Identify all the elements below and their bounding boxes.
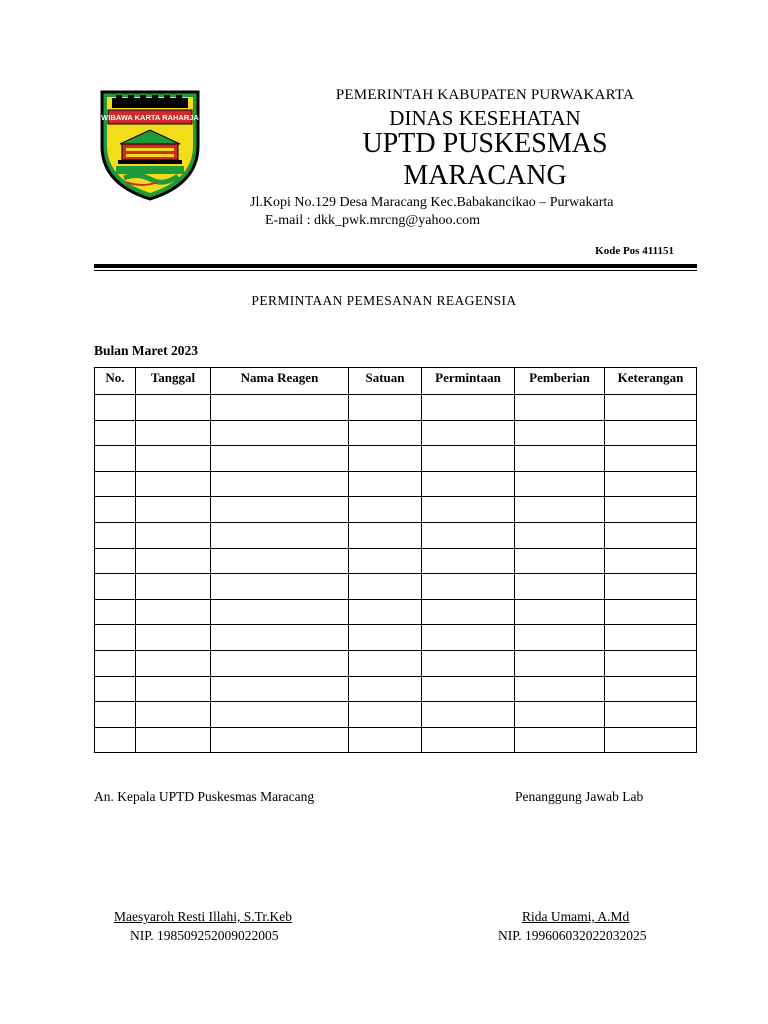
table-row [95,446,697,472]
table-cell [136,446,211,472]
header-divider-thin [94,270,697,271]
table-cell [605,420,697,446]
table-cell [605,522,697,548]
table-cell [136,676,211,702]
table-cell [136,497,211,523]
reagent-request-table [94,367,697,753]
table-cell [95,727,136,753]
table-cell [211,420,349,446]
table-cell [605,727,697,753]
table-cell [349,650,422,676]
table-cell [136,548,211,574]
table-cell [605,548,697,574]
table-cell [211,522,349,548]
table-cell [422,548,515,574]
table-cell [515,446,605,472]
institution-name-line1: UPTD PUSKESMAS [362,128,608,159]
column-header-nama-reagen: Nama Reagen [211,368,349,395]
table-cell [422,650,515,676]
table-cell [605,446,697,472]
email: E-mail : dkk_pwk.mrcng@yahoo.com [265,213,481,228]
table-cell [95,471,136,497]
table-cell [515,625,605,651]
table-cell [605,574,697,600]
table-cell [605,676,697,702]
table-cell [349,471,422,497]
table-cell [515,702,605,728]
table-cell [211,650,349,676]
column-header-satuan: Satuan [349,368,422,395]
table-cell [211,574,349,600]
table-cell [136,574,211,600]
table-cell [95,548,136,574]
table-cell [211,548,349,574]
table-cell [211,625,349,651]
institution-name-line2: MARACANG [403,160,567,191]
table-cell [136,599,211,625]
table-cell [605,625,697,651]
table-row [95,574,697,600]
table-cell [349,497,422,523]
purwakarta-emblem-logo [98,86,202,202]
address: Jl.Kopi No.129 Desa Maracang Kec.Babakancikao – Purwakarta [250,195,614,210]
table-header-row [95,368,697,395]
table-cell [211,446,349,472]
table-cell [515,676,605,702]
table-body [95,395,697,753]
table-cell [605,395,697,421]
table-row [95,625,697,651]
table-cell [422,395,515,421]
table-cell [95,522,136,548]
table-cell [515,727,605,753]
table-cell [605,471,697,497]
table-cell [515,497,605,523]
column-header-keterangan: Keterangan [605,368,697,395]
right-signatory-name: Rida Umami, A.Md [522,909,630,924]
table-cell [95,420,136,446]
table-row [95,599,697,625]
table-cell [422,446,515,472]
table-cell [349,420,422,446]
table-cell [422,471,515,497]
document-month: Bulan Maret 2023 [94,343,198,358]
table-cell [95,599,136,625]
table-cell [422,497,515,523]
document-title: PERMINTAAN PEMESANAN REAGENSIA [251,293,517,308]
table-cell [95,676,136,702]
table-cell [211,599,349,625]
table-cell [95,446,136,472]
table-row [95,522,697,548]
table-cell [95,650,136,676]
table-cell [211,395,349,421]
government-name: PEMERINTAH KABUPATEN PURWAKARTA [335,87,635,103]
table-cell [515,548,605,574]
table-cell [515,574,605,600]
logo-motto: WIBAWA KARTA RAHARJA [101,113,199,122]
table-cell [349,522,422,548]
table-row [95,471,697,497]
table-row [95,548,697,574]
table-cell [95,395,136,421]
table-cell [515,395,605,421]
table-cell [95,625,136,651]
table-row [95,676,697,702]
table-cell [349,676,422,702]
table-cell [136,522,211,548]
table-cell [136,471,211,497]
table-cell [211,702,349,728]
table-cell [422,727,515,753]
table-cell [95,574,136,600]
table-cell [422,420,515,446]
table-cell [211,676,349,702]
table-cell [515,420,605,446]
table-row [95,497,697,523]
table-cell [422,625,515,651]
table-cell [515,522,605,548]
table-cell [136,625,211,651]
table-row [95,727,697,753]
table-row [95,702,697,728]
table-cell [349,702,422,728]
column-header-tanggal: Tanggal [136,368,211,395]
table-row [95,395,697,421]
table-cell [349,548,422,574]
right-signatory-nip: NIP. 199606032022032025 [498,928,647,943]
table-cell [136,727,211,753]
column-header-permintaan: Permintaan [422,368,515,395]
table-cell [136,420,211,446]
table-cell [422,599,515,625]
table-cell [349,574,422,600]
table-cell [422,574,515,600]
agency-name: DINAS KESEHATAN [389,106,581,130]
column-header-no: No. [95,368,136,395]
table-cell [136,702,211,728]
left-signatory-nip: NIP. 198509252009022005 [130,928,279,943]
table-cell [605,702,697,728]
table-cell [211,727,349,753]
postal-code: Kode Pos 411151 [595,245,674,257]
table-cell [95,702,136,728]
table-cell [349,446,422,472]
table-cell [605,650,697,676]
table-cell [422,702,515,728]
header-divider-thick [94,264,697,268]
table-cell [349,395,422,421]
table-cell [515,650,605,676]
table-cell [349,625,422,651]
left-signatory-name: Maesyaroh Resti Illahi, S.Tr.Keb [114,909,292,924]
table-cell [605,497,697,523]
table-row [95,420,697,446]
table-cell [515,599,605,625]
table-cell [605,599,697,625]
table-cell [211,471,349,497]
table-cell [136,650,211,676]
table-cell [515,471,605,497]
table-cell [349,599,422,625]
left-signatory-role: An. Kepala UPTD Puskesmas Maracang [94,789,315,804]
right-signatory-role: Penanggung Jawab Lab [515,789,644,804]
table-cell [349,727,422,753]
table-cell [136,395,211,421]
table-row [95,650,697,676]
table-cell [211,497,349,523]
table-cell [422,676,515,702]
table-cell [95,497,136,523]
table-cell [422,522,515,548]
column-header-pemberian: Pemberian [515,368,605,395]
